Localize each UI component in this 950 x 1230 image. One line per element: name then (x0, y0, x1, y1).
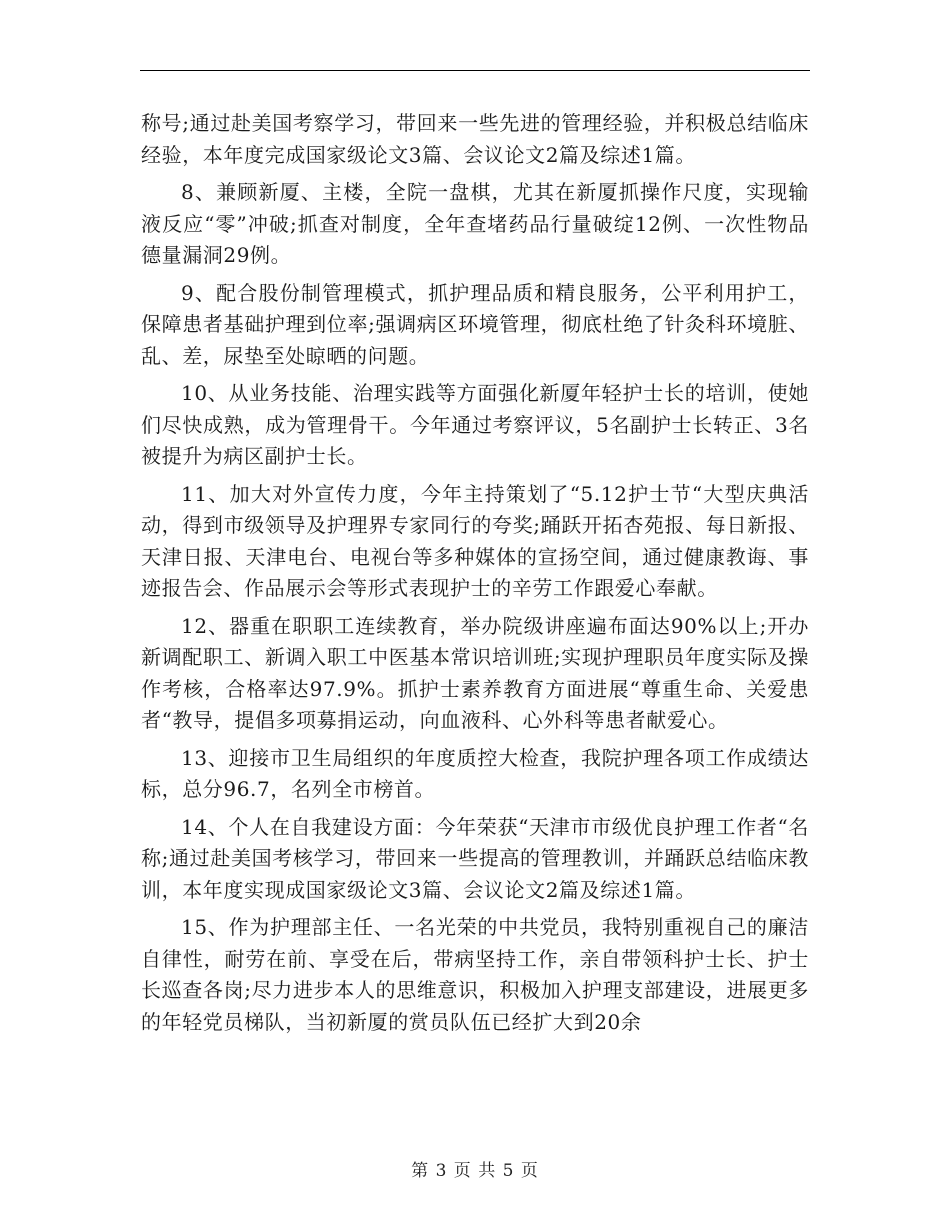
paragraph-item-15: 15、作为护理部主任、一名光荣的中共党员，我特别重视自己的廉洁自律性，耐劳在前、享受在后，带病坚持工作，亲自带领科护士长、护士长巡查各岗;尽力进步本人的思维意识，积极加入护理支部建设，进展更多的年轻党员梯队，当初新厦的赏员队伍已经扩大到20余 (141, 915, 809, 1034)
paragraph-item-11: 11、加大对外宣传力度，今年主持策划了“5.12护士节“大型庆典活动，得到市级领导及护理界专家同行的夸奖;踊跃开拓杏苑报、每日新报、天津日报、天津电台、电视台等多种媒体的宣扬空间，通过健康教诲、事迹报告会、作品展示会等形式表现护士的辛劳工作跟爱心奉献。 (141, 481, 809, 600)
document-body (141, 108, 809, 1044)
page-number-footer: 第 3 页 共 5 页 (411, 1161, 539, 1181)
header-rule (140, 70, 810, 71)
paragraph-item-14: 14、个人在自我建设方面：今年荣获“天津市市级优良护理工作者“名称;通过赴美国考核学习，带回来一些提高的管理教训，并踊跃总结临床教训，本年度实现成国家级论文3篇、会议论文2篇及综述1篇。 (141, 814, 809, 902)
paragraph-item-13: 13、迎接市卫生局组织的年度质控大检查，我院护理各项工作成绩达标，总分96.7，名列全市榜首。 (141, 745, 809, 801)
paragraph-item-10: 10、从业务技能、治理实践等方面强化新厦年轻护士长的培训，使她们尽快成熟，成为管理骨干。今年通过考察评议，5名副护士长转正、3名被提升为病区副护士长。 (141, 381, 809, 468)
paragraph-item-12: 12、器重在职职工连续教育，举办院级讲座遍布面达90%以上;开办新调配职工、新调入职工中医基本常识培训班;实现护理职员年度实际及操作考核，合格率达97.9%。抓护士素养教育方面进展“尊重生命、关爱患者“教导，提倡多项募捐运动，向血液科、心外科等患者献爱心。 (141, 613, 809, 732)
paragraph-item-9: 9、配合股份制管理模式，抓护理品质和精良服务，公平利用护工，保障患者基础护理到位率;强调病区环境管理，彻底杜绝了针灸科环境脏、乱、差，尿垫至处晾晒的问题。 (141, 280, 809, 368)
paragraph-item-8: 8、兼顾新厦、主楼，全院一盘棋，尤其在新厦抓操作尺度，实现输液反应“零”冲破;抓查对制度，全年查堵药品行量破绽12例、一次性物品德量漏洞29例。 (141, 180, 809, 267)
paragraph-continuation: 称号;通过赴美国考察学习，带回来一些先进的管理经验，并积极总结临床经验，本年度完成国家级论文3篇、会议论文2篇及综述1篇。 (141, 111, 809, 167)
